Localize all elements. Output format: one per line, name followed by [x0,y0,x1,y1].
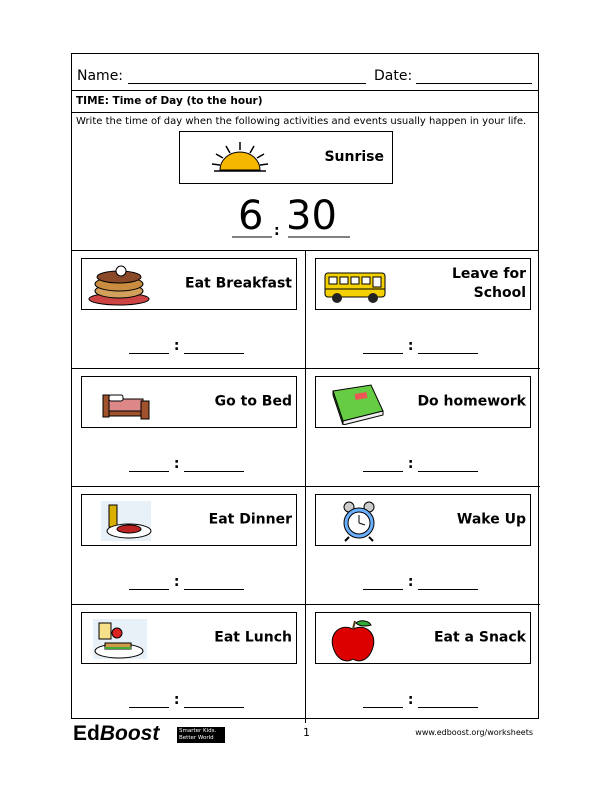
activity-label: Do homework [417,393,526,410]
activity-cell [306,487,540,605]
activity-cell [306,605,540,723]
example-hour: 6 [238,193,264,239]
name-field[interactable] [128,83,366,84]
worksheet [71,53,539,719]
activity-card [81,612,297,664]
activity-card [315,258,531,310]
apple-icon [319,617,391,665]
worksheet-title: TIME: Time of Day (to the hour) [72,91,538,113]
sun-icon [210,138,270,178]
answer-blank[interactable]: : [363,456,478,472]
activity-label: Eat Breakfast [185,275,292,292]
answer-blank[interactable]: : [129,692,244,708]
example-answer [232,191,352,241]
answer-blank[interactable]: : [129,338,244,354]
date-label: Date: [374,68,413,84]
activity-label: Eat Lunch [214,629,292,646]
date-field[interactable] [416,83,532,84]
pancakes-icon [85,263,157,307]
activity-card [315,376,531,428]
activity-cell [306,251,540,369]
name-label: Name: [77,68,124,84]
answer-blank[interactable]: : [363,574,478,590]
answer-blank[interactable]: : [129,574,244,590]
alarm-clock-icon [319,499,391,543]
activity-cell [72,605,306,723]
activity-card [81,258,297,310]
activity-card [315,612,531,664]
bed-icon [85,381,157,425]
page-number: 1 [303,726,310,739]
activity-cell [306,369,540,487]
activity-card [81,376,297,428]
footer [73,722,541,748]
example-minute: 30 [286,193,337,239]
footer-url[interactable]: www.edboost.org/worksheets [415,728,533,737]
activity-card [81,494,297,546]
example-sep: : [274,223,280,239]
answer-blank[interactable]: : [363,692,478,708]
activity-cell [72,251,306,369]
activity-label: Wake Up [456,511,526,528]
activity-label: Eat a Snack [433,629,526,646]
activity-grid [72,250,538,708]
dinner-plate-icon [85,499,157,543]
edboost-logo: EdBoost [73,722,160,745]
activity-label: Leave for School [452,266,526,301]
answer-blank[interactable]: : [363,338,478,354]
lunch-icon [85,617,157,661]
tagline: Smarter Kids. Better World [177,727,225,743]
activity-cell [72,487,306,605]
activity-label: Eat Dinner [208,511,292,528]
school-bus-icon [319,263,391,307]
answer-blank[interactable]: : [129,456,244,472]
header [72,54,538,91]
example-card [179,131,393,184]
activity-label: Go to Bed [214,393,292,410]
activity-card [315,494,531,546]
instructions: Write the time of day when the following activities and events usually happen in your life. [76,116,527,127]
activity-cell [72,369,306,487]
book-icon [319,381,391,425]
example-label: Sunrise [324,149,384,165]
